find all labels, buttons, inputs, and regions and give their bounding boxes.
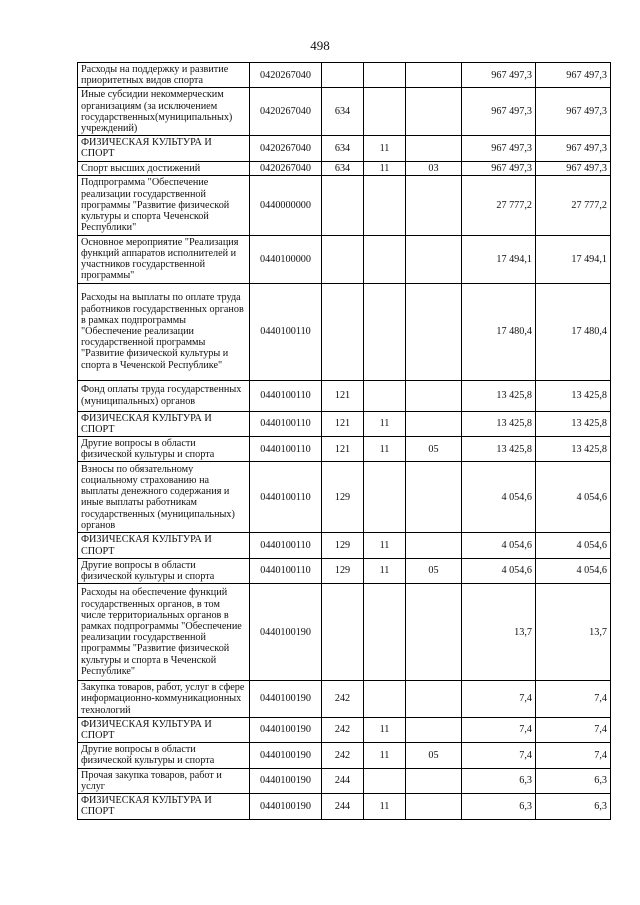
table-row	[78, 380, 611, 411]
cell-rz	[364, 283, 406, 380]
cell-v1: 17 480,4	[462, 283, 536, 380]
cell-pr	[406, 462, 462, 533]
cell-name: Основное мероприятие "Реализация функций аппаратов исполнителей и участников государственной программы"	[78, 235, 250, 283]
cell-pr	[406, 768, 462, 793]
cell-pr	[406, 794, 462, 819]
cell-v2: 13,7	[536, 584, 611, 681]
cell-name: ФИЗИЧЕСКАЯ КУЛЬТУРА И СПОРТ	[78, 717, 250, 742]
cell-pr	[406, 681, 462, 718]
cell-vr	[322, 63, 364, 88]
table-row	[78, 235, 611, 283]
table-row	[78, 88, 611, 136]
cell-name: Взносы по обязательному социальному страхованию на выплаты денежного содержания и иные выплаты работникам государственных (муниципальных) органов	[78, 462, 250, 533]
table-row	[78, 462, 611, 533]
cell-vr: 634	[322, 161, 364, 175]
cell-name: Прочая закупка товаров, работ и услуг	[78, 768, 250, 793]
cell-name: Расходы на выплаты по оплате труда работников государственных органов в рамках подпрограммы "Обеспечение реализации государственной программы "Развитие физической культуры и спорта в Чеченской Республике"	[78, 283, 250, 380]
cell-v2: 4 054,6	[536, 558, 611, 583]
cell-vr: 634	[322, 88, 364, 136]
cell-vr: 244	[322, 794, 364, 819]
cell-vr: 121	[322, 437, 364, 462]
cell-csr: 0420267040	[250, 88, 322, 136]
cell-vr	[322, 235, 364, 283]
cell-v1: 13 425,8	[462, 411, 536, 436]
cell-v1: 13,7	[462, 584, 536, 681]
cell-v2: 27 777,2	[536, 175, 611, 235]
cell-vr: 242	[322, 717, 364, 742]
cell-pr: 05	[406, 437, 462, 462]
cell-rz: 11	[364, 558, 406, 583]
cell-csr: 0440100190	[250, 794, 322, 819]
cell-rz	[364, 584, 406, 681]
cell-pr	[406, 533, 462, 558]
cell-v2: 13 425,8	[536, 380, 611, 411]
cell-pr: 03	[406, 161, 462, 175]
cell-pr	[406, 717, 462, 742]
cell-rz: 11	[364, 411, 406, 436]
cell-name: Другие вопросы в области физической культуры и спорта	[78, 437, 250, 462]
cell-pr: 05	[406, 743, 462, 768]
cell-rz: 11	[364, 136, 406, 161]
table-row	[78, 175, 611, 235]
cell-vr: 242	[322, 681, 364, 718]
cell-v2: 6,3	[536, 794, 611, 819]
cell-v2: 17 480,4	[536, 283, 611, 380]
cell-csr: 0440100190	[250, 681, 322, 718]
cell-pr	[406, 136, 462, 161]
table-row	[78, 794, 611, 819]
cell-csr: 0420267040	[250, 63, 322, 88]
cell-name: Фонд оплаты труда государственных (муниципальных) органов	[78, 380, 250, 411]
cell-csr: 0440100110	[250, 411, 322, 436]
cell-csr: 0440100110	[250, 462, 322, 533]
table-row	[78, 411, 611, 436]
cell-vr: 244	[322, 768, 364, 793]
cell-v2: 13 425,8	[536, 411, 611, 436]
cell-v1: 4 054,6	[462, 533, 536, 558]
cell-name: ФИЗИЧЕСКАЯ КУЛЬТУРА И СПОРТ	[78, 411, 250, 436]
cell-vr: 129	[322, 533, 364, 558]
cell-v2: 4 054,6	[536, 462, 611, 533]
cell-pr	[406, 175, 462, 235]
cell-pr	[406, 235, 462, 283]
cell-v1: 967 497,3	[462, 136, 536, 161]
cell-vr: 242	[322, 743, 364, 768]
cell-name: ФИЗИЧЕСКАЯ КУЛЬТУРА И СПОРТ	[78, 794, 250, 819]
cell-csr: 0440100190	[250, 717, 322, 742]
cell-pr	[406, 584, 462, 681]
cell-rz: 11	[364, 743, 406, 768]
cell-name: Спорт высших достижений	[78, 161, 250, 175]
cell-pr	[406, 411, 462, 436]
cell-csr: 0440100190	[250, 584, 322, 681]
cell-rz	[364, 380, 406, 411]
cell-vr	[322, 175, 364, 235]
table-row	[78, 63, 611, 88]
table-row	[78, 161, 611, 175]
cell-rz: 11	[364, 533, 406, 558]
cell-vr	[322, 584, 364, 681]
table-row	[78, 743, 611, 768]
cell-pr	[406, 380, 462, 411]
cell-v1: 7,4	[462, 743, 536, 768]
cell-name: ФИЗИЧЕСКАЯ КУЛЬТУРА И СПОРТ	[78, 533, 250, 558]
cell-v1: 13 425,8	[462, 380, 536, 411]
cell-name: Расходы на обеспечение функций государственных органов, в том числе территориальных органов в рамках подпрограммы "Обеспечение реализации государственной программы "Развитие физической культуры и спорта в Чеченской Республике"	[78, 584, 250, 681]
cell-rz	[364, 63, 406, 88]
cell-rz: 11	[364, 794, 406, 819]
cell-vr: 129	[322, 462, 364, 533]
cell-v1: 17 494,1	[462, 235, 536, 283]
cell-v2: 967 497,3	[536, 161, 611, 175]
cell-v1: 27 777,2	[462, 175, 536, 235]
table-row	[78, 533, 611, 558]
cell-rz: 11	[364, 161, 406, 175]
table-row	[78, 437, 611, 462]
cell-csr: 0440100190	[250, 743, 322, 768]
cell-name: Закупка товаров, работ, услуг в сфере информационно-коммуникационных технологий	[78, 681, 250, 718]
cell-csr: 0440100110	[250, 533, 322, 558]
cell-rz: 11	[364, 717, 406, 742]
table-row	[78, 558, 611, 583]
cell-rz	[364, 235, 406, 283]
cell-v2: 4 054,6	[536, 533, 611, 558]
cell-v1: 7,4	[462, 681, 536, 718]
cell-vr: 121	[322, 380, 364, 411]
cell-v1: 967 497,3	[462, 63, 536, 88]
cell-vr: 121	[322, 411, 364, 436]
table-row	[78, 584, 611, 681]
cell-name: Подпрограмма "Обеспечение реализации государственной программы "Развитие физической культуры и спорта Чеченской Республики"	[78, 175, 250, 235]
cell-v2: 7,4	[536, 743, 611, 768]
cell-csr: 0420267040	[250, 136, 322, 161]
cell-vr: 129	[322, 558, 364, 583]
cell-v2: 967 497,3	[536, 136, 611, 161]
cell-name: Расходы на поддержку и развитие приоритетных видов спорта	[78, 63, 250, 88]
cell-vr	[322, 283, 364, 380]
cell-v1: 967 497,3	[462, 161, 536, 175]
cell-v1: 13 425,8	[462, 437, 536, 462]
cell-csr: 0440100110	[250, 437, 322, 462]
cell-name: Другие вопросы в области физической культуры и спорта	[78, 558, 250, 583]
cell-csr: 0440000000	[250, 175, 322, 235]
cell-pr	[406, 88, 462, 136]
table-row	[78, 681, 611, 718]
cell-csr: 0440100110	[250, 558, 322, 583]
cell-pr	[406, 63, 462, 88]
table-row	[78, 717, 611, 742]
cell-v1: 4 054,6	[462, 558, 536, 583]
cell-v2: 7,4	[536, 681, 611, 718]
cell-v2: 6,3	[536, 768, 611, 793]
page-number: 498	[310, 38, 330, 53]
cell-v2: 17 494,1	[536, 235, 611, 283]
cell-rz	[364, 175, 406, 235]
cell-csr: 0420267040	[250, 161, 322, 175]
cell-rz	[364, 681, 406, 718]
cell-pr: 05	[406, 558, 462, 583]
cell-v1: 6,3	[462, 768, 536, 793]
budget-table-body	[78, 63, 611, 820]
cell-name: ФИЗИЧЕСКАЯ КУЛЬТУРА И СПОРТ	[78, 136, 250, 161]
cell-csr: 0440100000	[250, 235, 322, 283]
cell-v2: 13 425,8	[536, 437, 611, 462]
budget-table	[77, 62, 611, 820]
table-row	[78, 136, 611, 161]
cell-csr: 0440100110	[250, 283, 322, 380]
cell-v1: 6,3	[462, 794, 536, 819]
cell-v1: 4 054,6	[462, 462, 536, 533]
cell-name: Другие вопросы в области физической культуры и спорта	[78, 743, 250, 768]
cell-name: Иные субсидии некоммерческим организациям (за исключением государственных(муниципальных) учреждений)	[78, 88, 250, 136]
table-row	[78, 283, 611, 380]
cell-v2: 7,4	[536, 717, 611, 742]
cell-csr: 0440100190	[250, 768, 322, 793]
table-row	[78, 768, 611, 793]
cell-v2: 967 497,3	[536, 63, 611, 88]
cell-rz: 11	[364, 437, 406, 462]
cell-v1: 967 497,3	[462, 88, 536, 136]
cell-rz	[364, 88, 406, 136]
cell-rz	[364, 462, 406, 533]
cell-csr: 0440100110	[250, 380, 322, 411]
cell-vr: 634	[322, 136, 364, 161]
cell-v1: 7,4	[462, 717, 536, 742]
cell-v2: 967 497,3	[536, 88, 611, 136]
cell-pr	[406, 283, 462, 380]
cell-rz	[364, 768, 406, 793]
